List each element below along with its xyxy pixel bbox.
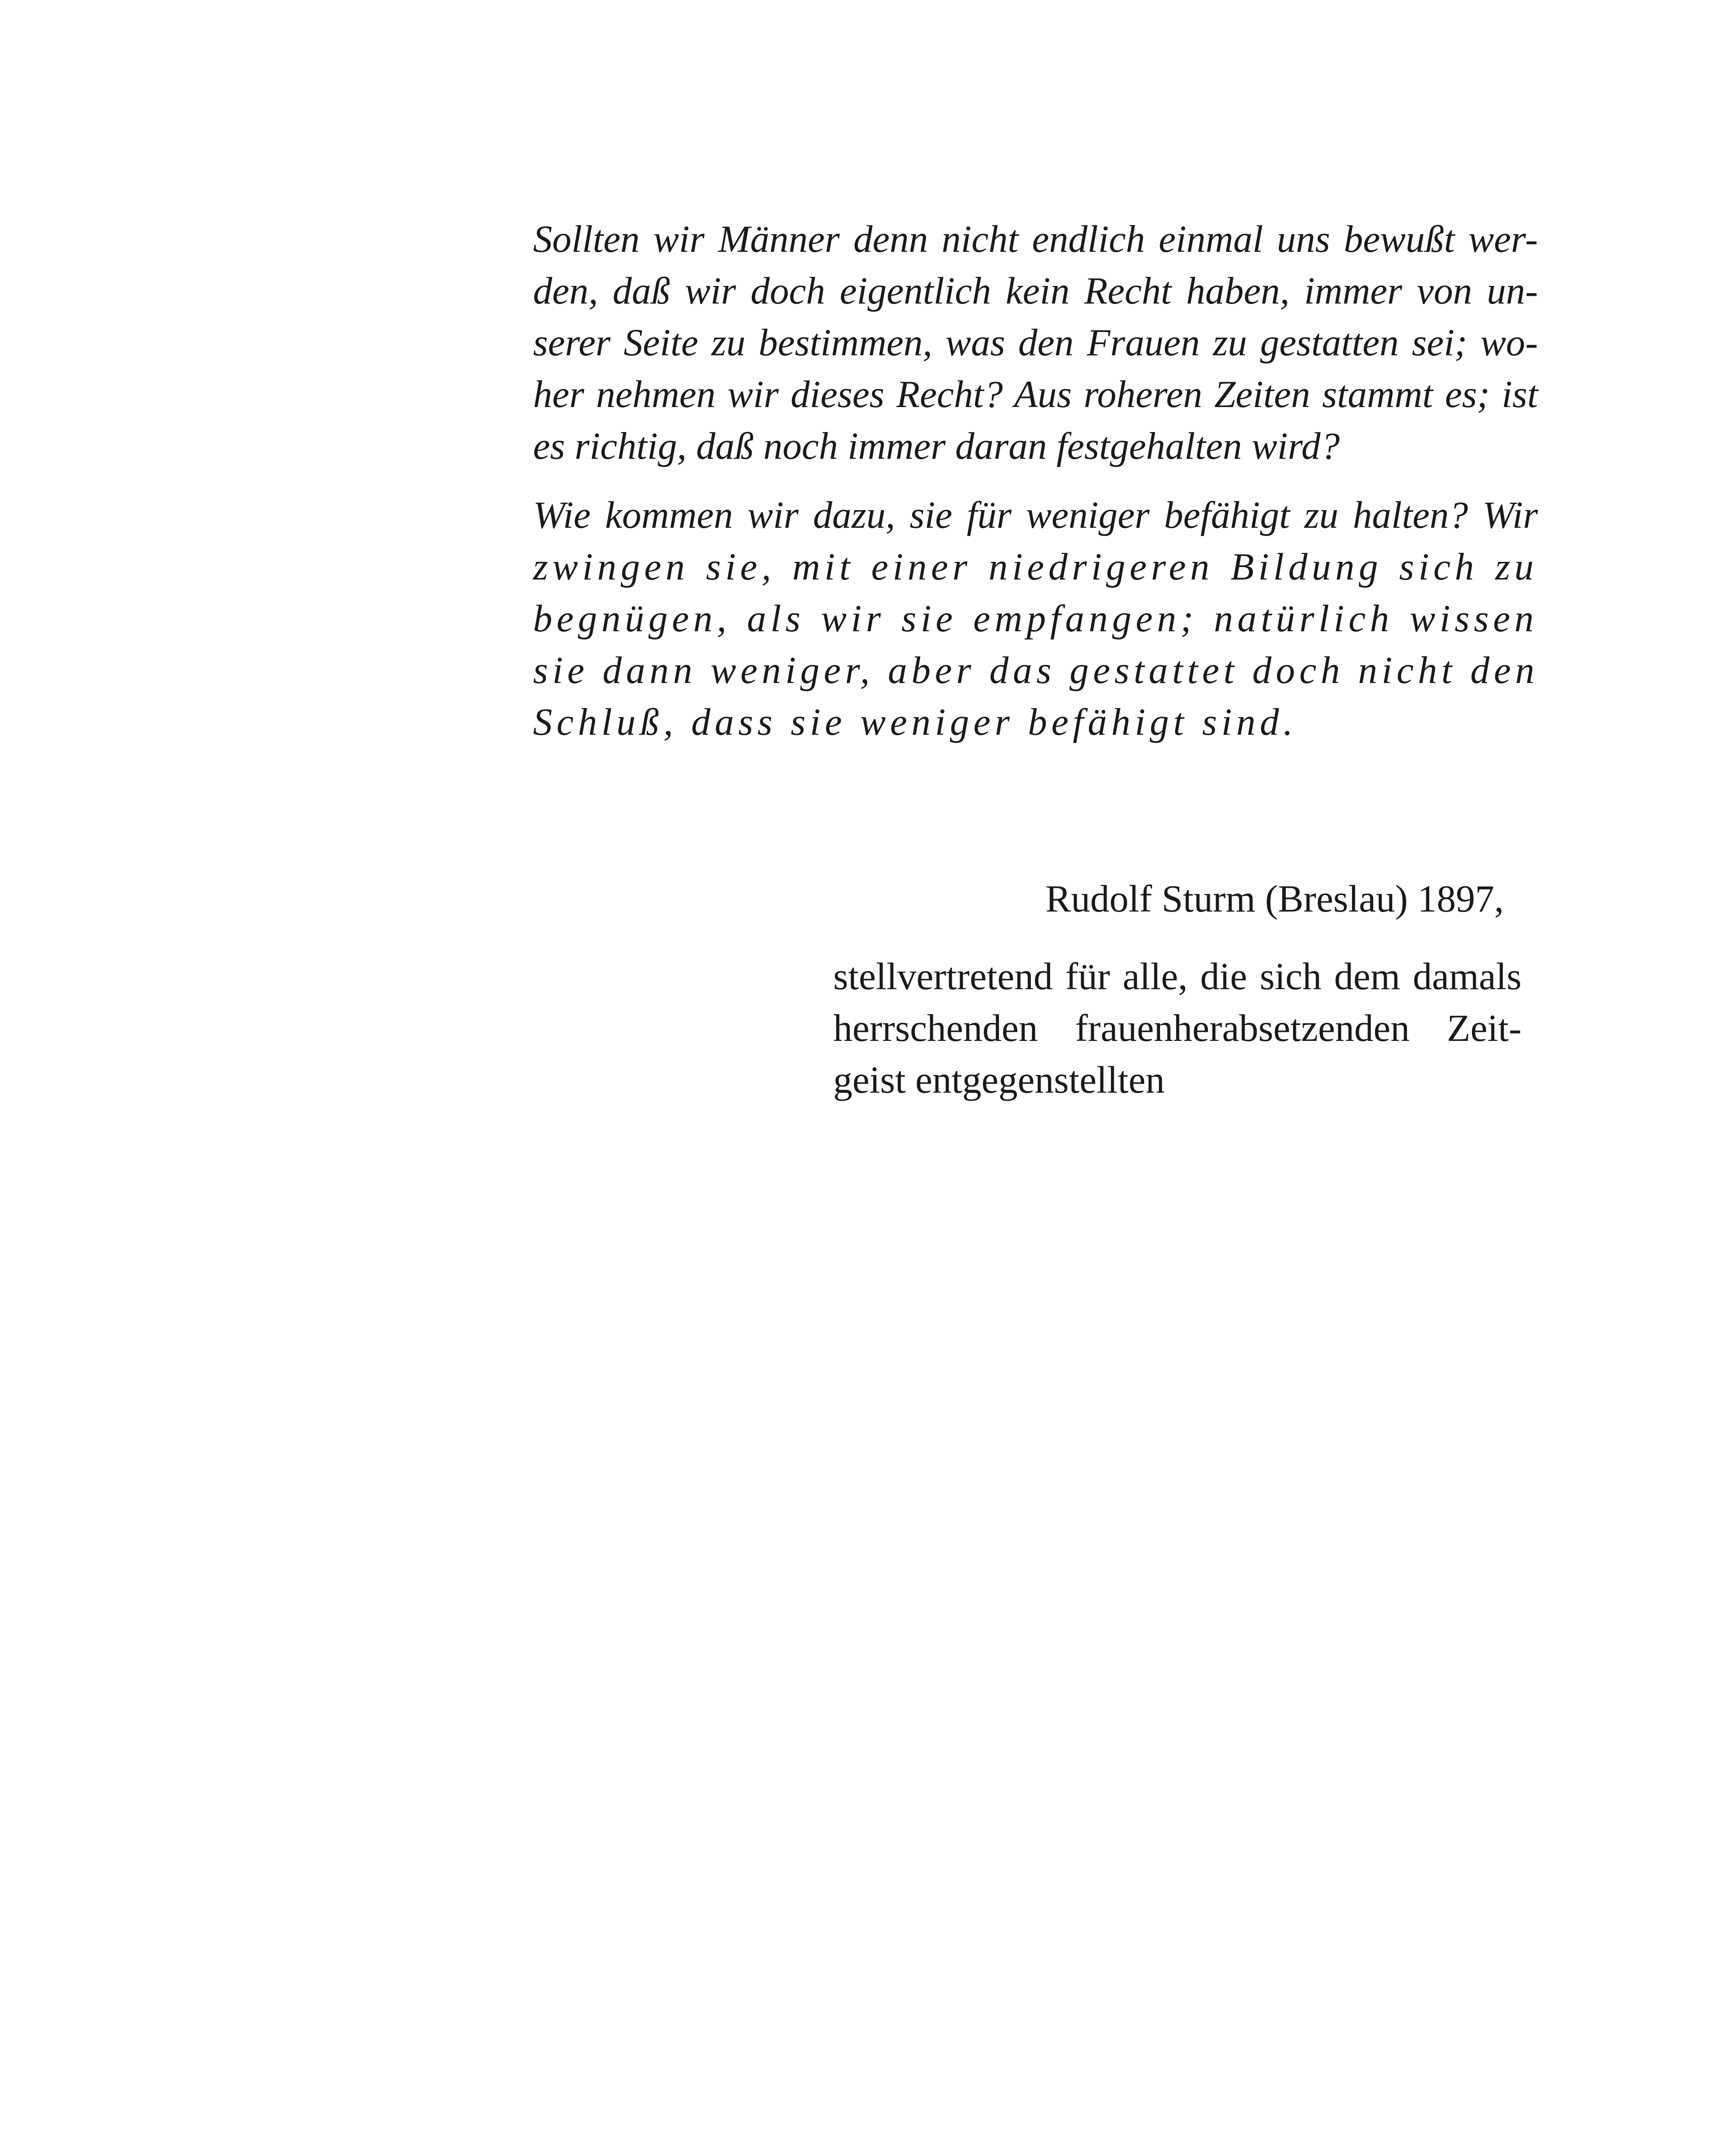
quote-line: her nehmen wir dieses Recht? Aus roheren Zeiten stammt es; ist (533, 373, 1538, 416)
quote-line: Sollten wir Männer denn nicht endlich einmal uns bewußt wer- (533, 218, 1538, 260)
quote-line: begnügen, als wir sie empfangen; natürlich wissen (533, 598, 1538, 640)
quote-line: den, daß wir doch eigentlich kein Recht haben, immer von un- (533, 270, 1538, 312)
quote-line: es richtig, daß noch immer daran festgehalten wird? (533, 425, 1340, 467)
quote-line: Wie kommen wir dazu, sie für weniger befähigt zu halten? Wir (533, 494, 1538, 536)
quote-line: Schluß, dass sie weniger befähigt sind. (533, 701, 1297, 743)
dedication-line: geist entgegenstellten (833, 1059, 1165, 1101)
quote-line: sie dann weniger, aber das gestattet doch nicht den (533, 649, 1539, 692)
quote-paragraph-1 (533, 213, 1538, 472)
dedication-block (833, 951, 1522, 1106)
dedication-line: herrschenden frauenherabsetzenden Zeit- (833, 1007, 1522, 1050)
dedication-line: stellvertretend für alle, die sich dem damals (833, 956, 1522, 998)
quote-line: serer Seite zu bestimmen, was den Frauen zu gestatten sei; wo- (533, 322, 1538, 364)
quote-paragraph-2 (533, 489, 1538, 748)
quote-block (533, 213, 1538, 748)
quote-line: zwingen sie, mit einer niedrigeren Bildung sich zu (533, 546, 1538, 588)
quote-attribution: Rudolf Sturm (Breslau) 1897, (1045, 878, 1504, 920)
